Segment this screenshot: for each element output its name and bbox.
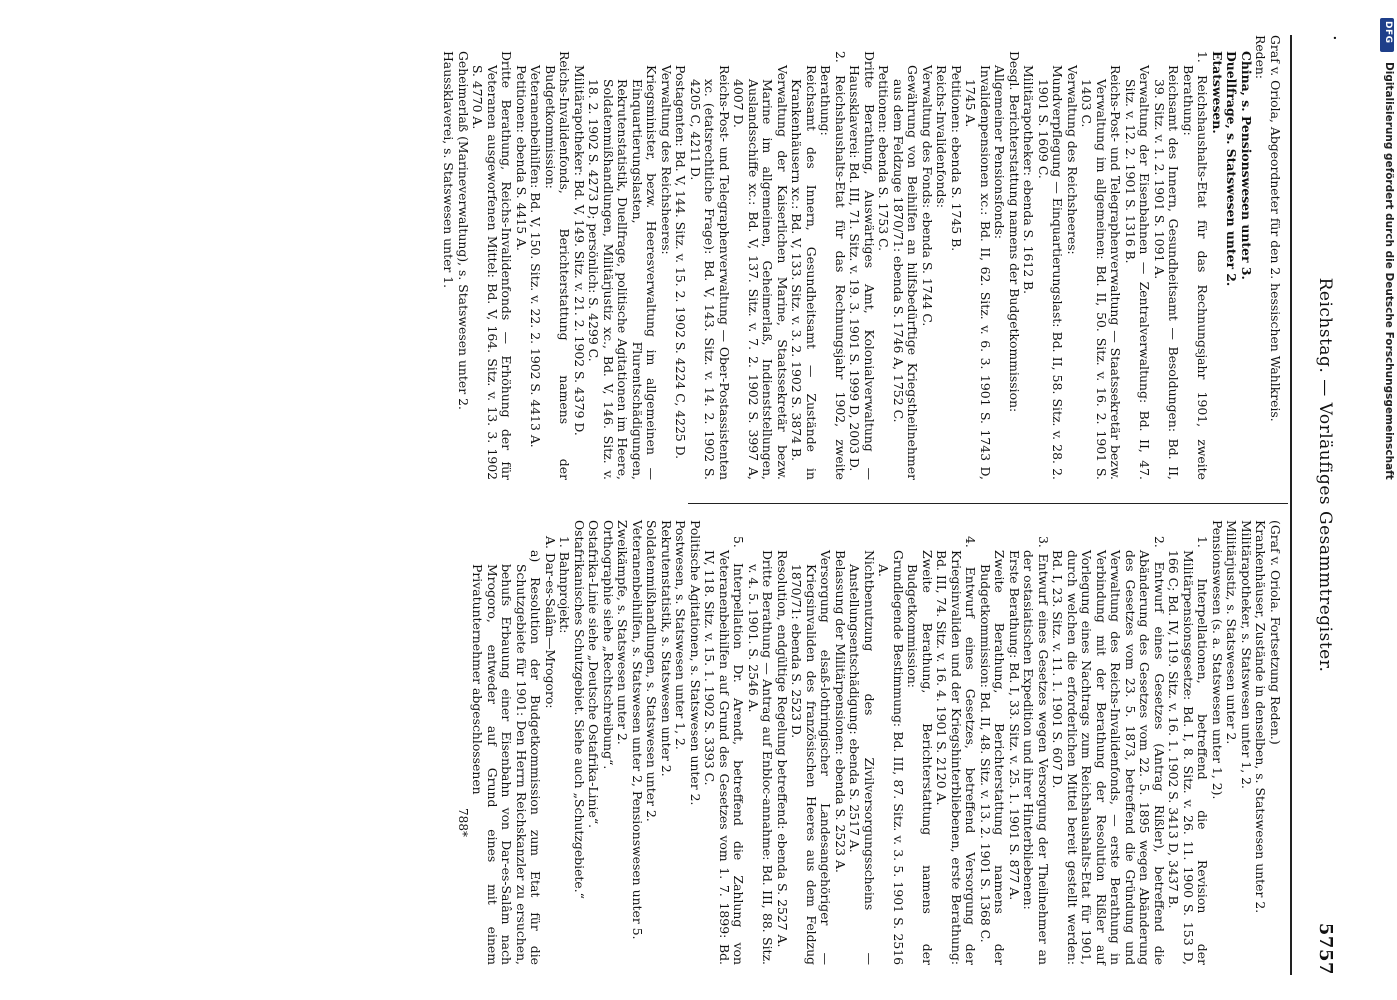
left-column-entry: Verwaltung der Eisenbahnen — Zentralverwaltung: Bd. II, 47. Sitz. v. 12. 2. 1901 S. 1316 B.: [1123, 65, 1153, 480]
right-column-entry: 4. Entwurf eines Gesetzes, betreffend Versorgung der Kriegsinvaliden und der Kriegshinterbliebenen, erste Berathung: Bd. III, 74. Sitz. v. 16. 4. 1901 S. 2120 A.: [934, 536, 979, 965]
right-column-entry: 5. Interpellation Dr. Arendt, betreffend die Zahlung von Veteranenbeihilfen auf Grund des Gesetzes vom 1. 7. 1899: Bd. IV, 118. Sitz. v. 15. 1. 1902 S. 3393 C.: [702, 536, 747, 965]
left-column-entry: Reichs-Invalidenfonds:: [934, 65, 950, 209]
right-column-entry: Postwesen, s. Statswesen unter 1, 2.: [673, 520, 689, 750]
rotated-register-page: [50, 35, 1350, 975]
left-column-entry: Reichs-Invalidenfonds, Berichterstattung namens der Budgetkommission:: [543, 51, 573, 480]
left-column-entry: Veteranenbeihilfen: Bd. V, 150. Sitz. v. 22. 2. 1902 S. 4413 A.: [528, 65, 544, 448]
right-column-entry: 788*: [456, 808, 470, 837]
left-column-entry: Kriegsminister, bezw. Heeresverwaltung im allgemeinen — Einquartierungslasten, Flurentschädigungen, Rekrutenstatistik, Duellfrage, politische Agitationen im Heere, Soldatenmißhandlungen, Militärjustiz xc., Bd. V, 146. Sitz. v. 18. 2. 1902 S. 4273 D; persönlich: S. 4299 C.: [586, 65, 660, 480]
left-column-entry: Invalidenpensionen xc.: Bd. II, 62. Sitz. v. 6. 3. 1901 S. 1743 D, 1745 A.: [963, 65, 993, 480]
right-column-entry: 3. Entwurf eines Gesetzes wegen Versorgung der Theilnehmer an der ostasiatischen Expedition und ihrer Hinterbliebenen:: [1021, 536, 1051, 965]
right-column-entry: Pensionswesen (s. a. Statswesen unter 1, 2).: [1210, 520, 1225, 800]
header-title: Reichstag. — Vorläufiges Gesammtregister.: [1315, 277, 1335, 673]
right-column-entry: Erste Berathung: Bd. I, 33. Sitz. v. 25. 1. 1901 S. 877 A.: [1007, 550, 1022, 901]
left-column-entry: Etatswesen.: [1210, 51, 1225, 134]
right-column-entry: Militärapotheker, s. Statswesen unter 1, 2.: [1239, 520, 1254, 789]
left-column-entry: Postagenten: Bd. V, 144. Sitz. v. 15. 2. 1902 S. 4224 C, 4225 D.: [673, 65, 689, 460]
right-column-entry: A. Dar-es-Salâm—Mrogoro:: [543, 536, 558, 709]
left-column-entry: China, s. Pensionswesen unter 3.: [1239, 51, 1254, 280]
left-column-entry: Allgemeiner Pensionsfonds:: [992, 65, 1008, 240]
right-column-entry: Belassung der Militärpensionen: ebenda S. 2523 A.: [833, 550, 848, 873]
dfg-logo-text: DFG: [1383, 21, 1393, 44]
left-column-entry: Militärapotheker: ebenda S. 1612 B.: [1021, 65, 1037, 295]
page-header: [1300, 35, 1350, 975]
right-column-entry: Orthographie siehe „Rechtschreibung“.: [601, 520, 616, 770]
dfg-logo: [1380, 18, 1394, 52]
right-column-entry: Ostafrikanisches Schutzgebiet. Siehe auch „Schutzgebiete.“: [572, 520, 587, 899]
left-column-entry: Geheimerlaß (Marineverwaltung), s. Statswesen unter 2.: [456, 51, 471, 410]
left-column-entry: Verwaltung des Reichsheeres:: [659, 65, 674, 255]
right-column-entry: Resolution, endgültige Regelung betreffend: ebenda S. 2527 A.: [775, 550, 790, 948]
right-column-entry: Zweite Berathung, Berichterstattung namens der Budgetkommission: Bd. II, 48. Sitz. v. 13. 2. 1901 S. 1368 C.: [978, 550, 1008, 965]
header-rule: [1290, 35, 1292, 975]
left-column-entry: Reden:: [1253, 35, 1269, 80]
left-column-entry: Graf v. Oriola, Abgeordneter für den 2. hessischen Wahlkreis.: [1268, 35, 1283, 422]
left-column-entry: Reichsamt des Innern, Gesundheitsamt — Zustände in Krankenhäusern xc.: Bd. V, 133. Sitz. v. 3. 2. 1902 S. 3874 B.: [789, 65, 819, 480]
left-column-entry: Mundverpflegung — Einquartierungslast: Bd. II, 58. Sitz. v. 28. 2. 1901 S. 1609 C.: [1036, 65, 1066, 480]
left-column-entry: Reichsamt des Innern, Gesundheitsamt — Besoldungen: Bd. II, 39. Sitz. v. 1. 2. 1901 S. 1091 A.: [1152, 65, 1182, 480]
left-column-entry: Verwaltung des Fonds: ebenda S. 1744 C.: [920, 65, 935, 327]
right-column-entry: 1. Interpellationen, betreffend die Revision der Militärpensionsgesetze: Bd. I, 8. Sitz. v. 26. 11. 1900 S. 153 D, 166 C; Bd. IV, 119. Sitz. v. 16. 1. 1902 S. 3413 D, 3437 B.: [1166, 536, 1211, 965]
left-column-entry: 2. Reichshaushalts-Etat für das Rechnungsjahr 1902, zweite Berathung:: [818, 51, 848, 480]
left-column-entry: Petitionen: ebenda S. 4415 A.: [514, 65, 529, 251]
right-column-entry: Krankenhäuser, Zustände in denselben, s. Statswesen unter 2.: [1253, 520, 1269, 914]
right-column-entry: a) Resolution der Budgetkommission zum Etat für die Schutzgebiete für 1901: Den Herrn Reichskanzler zu ersuchen, behufs Erbauung einer Eisenbahn von Dar-es-Salâm nach Mrogoro, entweder auf Grund eines mit einem Privatunternehmer abgeschlossenen: [470, 550, 544, 965]
column-separator: [688, 503, 1288, 504]
right-column-entry: Veteranenbeihilfen, s. Statswesen unter 2, Pensionswesen unter 5.: [630, 520, 645, 940]
right-column-entry: Zweikämpfe, s. Statswesen unter 2.: [615, 520, 631, 745]
left-column-entry: Dritte Berathung, Reichs-Invalidenfonds — Erhöhung der für Veteranen ausgeworfenen Mittel: Bd. V, 164. Sitz. v. 13. 3. 1902 S. 4770 A.: [470, 51, 515, 480]
right-column-entry: Dritte Berathung — Antrag auf Enbloc-annahme: Bd. III, 88. Sitz. v. 4. 5. 1901. S. 2546 A.: [746, 550, 776, 965]
right-column-entry: Zweite Berathung, Berichterstattung namens der Budgetkommission:: [905, 550, 935, 965]
digitization-credit: [1377, 10, 1397, 990]
right-column-entry: Ostafrika-Linie siehe „Deutsche Ostafrika-Linie“.: [586, 520, 602, 829]
left-column-entry: Militärapotheker: Bd. V, 149. Sitz. v. 21. 2. 1902 S. 4379 D.: [572, 65, 587, 436]
header-dot: .: [1329, 35, 1350, 42]
left-column-entry: Duellfrage, s. Statswesen unter 2.: [1224, 51, 1240, 287]
right-column-entry: Nichtbenutzung des Zivilversorgungsscheins — Anstellungsentschädigung: ebenda S. 2517 A.: [847, 550, 877, 965]
right-column: [456, 520, 1283, 965]
left-column-entry: Reichs-Post- und Telegraphenverwaltung — Ober-Postassistenten xc. (etatsrechtliche Frage): Bd. V, 143. Sitz. v. 14. 2. 1902 S. 4205 C, 4211 D.: [688, 65, 732, 480]
left-column-entry: Verwaltung der Kaiserlichen Marine, Staatssekretär bezw. Marine im allgemeinen, Geheimerlaß, Indienststellungen, Auslandsschiffe xc.: Bd. V, 137. Sitz. v. 7. 2. 1902 S. 3997 A, 4007 D.: [731, 65, 790, 480]
left-column-entry: Gewährung von Beihilfen an hilfsbedürftige Kriegstheilnehmer aus dem Feldzuge 1870/71: ebenda S. 1746 A, 1752 C.: [891, 65, 921, 480]
right-column-entry: 1. Bahnprojekt:: [557, 536, 573, 634]
left-column-entry: Petitionen: ebenda S. 1753 C.: [876, 65, 892, 252]
left-column-entry: Dritte Berathung, Auswärtiges Amt, Kolonialverwaltung — Haussklaverei: Bd. III, 71. Sitz. v. 19. 3. 1901 S. 1999 D, 2003 D.: [847, 51, 877, 480]
left-column-entry: Verwaltung des Reichsheeres:: [1065, 65, 1080, 255]
right-column-entry: Rekrutenstatistik, s. Statswesen unter 2.: [659, 520, 674, 777]
left-column-entry: Reichs-Post- und Telegraphenverwaltung — Staatssekretär bezw. Verwaltung im allgemeinen: Bd. II, 50. Sitz. v. 16. 2. 1901 S. 1403 C.: [1079, 65, 1124, 480]
left-column-entry: Haussklaverei, s. Statswesen unter 1.: [441, 51, 457, 289]
right-column-entry: Versorgung elsaß-lothringischer Landesangehöriger — Kriegsinvaliden des französischen Heeres aus dem Feldzug 1870/71: ebenda S. 2523 D.: [789, 550, 834, 965]
left-column: [441, 35, 1282, 480]
left-column-entry: 1. Reichshaushalts-Etat für das Rechnungsjahr 1901, zweite Berathung:: [1181, 51, 1211, 480]
right-column-entry: Politische Agitationen, s. Statswesen unter 2.: [688, 520, 703, 806]
left-column-entry: Desgl. Berichterstattung namens der Budgetkommission:: [1007, 51, 1022, 413]
right-column-entry: Militärjustiz, s. Statswesen unter 2.: [1224, 520, 1240, 745]
credit-text: Digitalisierung gefördert durch die Deutsche Forschungsgemeinschaft: [1383, 62, 1395, 480]
right-column-entry: (Graf v. Oriola. Fortsetzung Reden.): [1268, 520, 1283, 745]
left-column-entry: Petitionen: ebenda S. 1745 B.: [949, 65, 964, 252]
right-column-entry: 2. Entwurf eines Gesetzes (Antrag Rißler), betreffend die Abänderung des Gesetzes vom 22. 5. 1895 wegen Abänderung des Gesetzes vom 23. 5. 1873, betreffend die Gründung und Verwaltung des Reichs-Invalidenfonds, — erste Berathung in Verbindung mit der Berathung der Resolution Rißler auf Vorlegung eines Nachtrags zum Reichshaushalts-Etat für 1901, durch welchen die erforderlichen Mittel bereit gestellt werden: Bd. I, 23. Sitz. v. 11. 1. 1901 S. 607 D.: [1050, 536, 1167, 965]
right-column-entry: Grundlegende Bestimmung: Bd. III, 87. Sitz. v. 3. 5. 1901 S. 2516 A.: [876, 550, 906, 965]
right-column-entry: Soldatenmißhandlungen, s. Statswesen unter 2.: [644, 520, 660, 822]
page-number: 5757: [1315, 922, 1336, 975]
